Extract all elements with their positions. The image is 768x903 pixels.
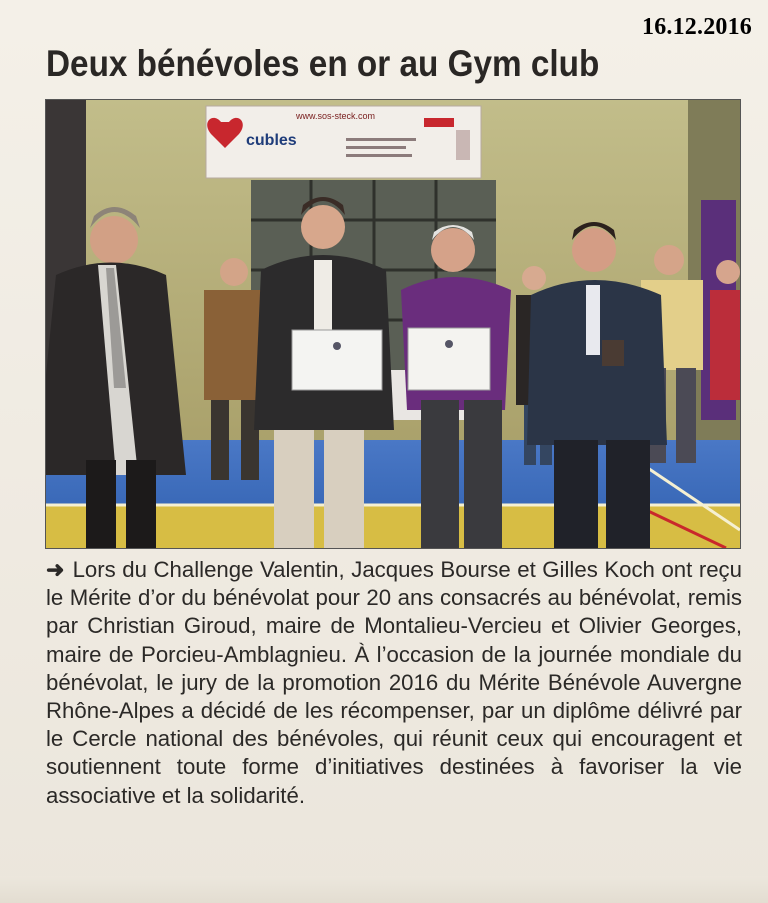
publication-date: 16.12.2016 [642, 14, 752, 40]
article-body-text: Lors du Challenge Valentin, Jacques Bourse et Gilles Koch ont reçu le Mérite d’or du bénévolat pour 20 ans consacrés au bénévolat, remis par Christian Giroud, maire de Montalieu-Vercieu et Olivier Georges, maire de Porcieu-Amblagnieu. À l’occasion de la journée mondiale du bénévolat, le jury de la promotion 2016 du Mérite Bénévole Auvergne Rhône-Alpes a décidé de les récompenser, par un diplôme délivré par le Cercle national des bénévoles, qui réunit ceux qui encouragent et soutiennent toute forme d’initiatives destinées à favoriser la vie associative et la solidarité. [46, 557, 742, 808]
banner-logo-text: cubles [246, 132, 297, 149]
certificate-right [408, 328, 490, 390]
banner-url-text: www.sos-steck.com [296, 111, 376, 121]
certificate-left [292, 330, 382, 390]
article-headline: Deux bénévoles en or au Gym club [46, 43, 600, 84]
article-body [46, 556, 742, 810]
bleed-through-strip [0, 876, 768, 903]
lead-arrow-icon: ➜ [46, 557, 65, 582]
gym-ceremony-illustration [46, 100, 740, 548]
article-photo [45, 99, 741, 549]
